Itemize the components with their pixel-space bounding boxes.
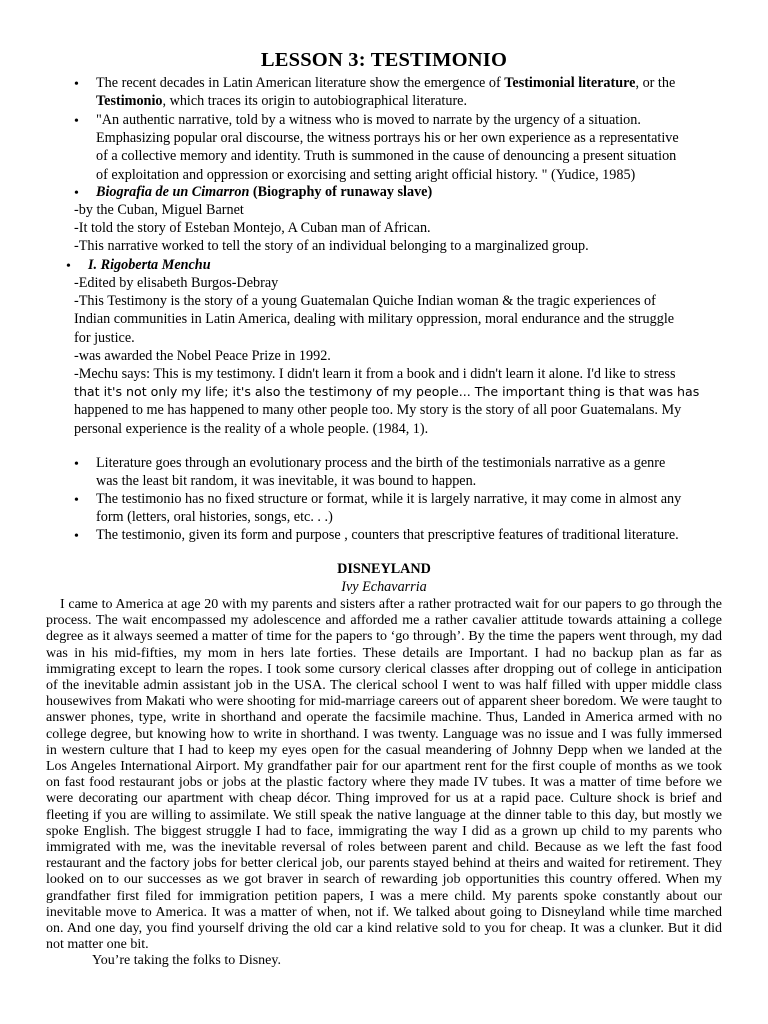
quote-line: Emphasizing popular oral discourse, the witness portrays his or her own experience as a representative (96, 130, 679, 147)
quote-line: of exploitation and oppression or exorcising and setting aright official history. " (Yudice, 1985) (96, 166, 636, 183)
bullet-marker: • (74, 457, 79, 472)
detail-line: -Edited by elisabeth Burgos-Debray (74, 275, 279, 291)
term-testimonio: Testimonio (96, 93, 163, 110)
quote-line: of a collective memory and identity. Truth is summoned in the cause of denouncing a present situation (96, 148, 677, 165)
bullet-marker: • (74, 493, 79, 508)
story-paragraph: I came to America at age 20 with my parents and sisters after a rather protracted wait for our papers to go through the process. The wait encompassed my adolescence and afforded me a rather cavalier attitude towards attaining a college degree as it always seemed a matter of time for the papers to ‘go through’. By the time the papers went through, my dad was in his mid-fifties, my mom in hers late forties. These details are Important. I had no backup plan as far as immigrating except to learn the ropes. I took some cursory clerical classes after dropping out of college in anticipation of the inevitable admin assistant job in the USA. The clerical school I went to was half filled with upper middle class housewives from Makati who were shooting for mid-marriage careers out of apparent sheer boredom. We were taught to answer phones, type, write in shorthand and operate the facsimile machine. Thus, Landed in America armed with no college degree, but knowing how to write in shorthand. I was twenty. Language was no issue and I was fully immersed in western culture that I had to keep my eyes open for the casual meandering of Johnny Depp when we landed at the Los Angeles International Airport. My grandfather pair for our apartment rent for the first couple of months as we took on fast food restaurant jobs or jobs at the plastic factory where they made IV tubes. It was a matter of time before we were decorating our apartment with cheap décor. Thing improved for us at a rapid pace. Culture shock is brief and fleeting if you are willing to assimilate. We still speak the native language at the dinner table to this day, but mostly we spoke English. The biggest struggle I had to face, immigrating the way I did as a grown up child to my parents who immigrated with me, was the inevitable reversal of roles between parent and child. Because as we left the fast food restaurant and the factory jobs for better clerical job, our parents stayed behind at theirs and waited for retirement. They looked on to our successes as we got braver in search of rewarding job opportunities this country offered. When my grandfather first filed for immigration petition papers, I was a mere child. My parents spoke constantly about our inevitable move to America. It was a matter of when, not if. We talked about going to Disneyland while time marched on. And one day, you find yourself driving the old car a kind relative sold to you for cheap. It was a clunker. But it did not matter one bit. (46, 597, 722, 953)
bullet-evolution (96, 454, 720, 490)
bullet-marker: • (74, 114, 79, 129)
story-body (46, 597, 722, 970)
text-line: was the least bit random, it was inevitable, it was bound to happen. (96, 473, 477, 490)
detail-line: happened to me has happened to many other people too. My story is the story of all poor Guatemalans. My (74, 402, 682, 419)
rigoberta-details (74, 274, 718, 438)
detail-line: that it's not only my life; it's also the testimony of my people... The important thing is that was has (74, 384, 700, 400)
bullet-rigoberta-heading (88, 256, 712, 274)
text: , which traces its origin to autobiographical literature. (162, 93, 468, 110)
bullet-form-purpose (96, 526, 720, 544)
work-title: Biografia de un Cimarron (96, 184, 250, 200)
detail-line: -by the Cuban, Miguel Barnet (74, 202, 244, 218)
text: The recent decades in Latin American literature show the emergence of (96, 75, 505, 91)
bullet-structure (96, 490, 720, 526)
text-line: The testimonio has no fixed structure or format, while it is largely narrative, it may come in almost any (96, 491, 682, 507)
detail-line: for justice. (74, 329, 135, 346)
detail-line: -was awarded the Nobel Peace Prize in 1992. (74, 347, 331, 364)
detail-line: personal experience is the reality of a whole people. (1984, 1). (74, 420, 429, 437)
term-testimonial-literature: Testimonial literature (504, 75, 636, 91)
bullet-marker: • (74, 186, 79, 201)
lesson-title: LESSON 3: TESTIMONIO (260, 49, 508, 71)
biografia-details (74, 201, 718, 256)
quote-line: "An authentic narrative, told by a witness who is moved to narrate by the urgency of a situation. (96, 112, 641, 128)
detail-line: -It told the story of Esteban Montejo, A Cuban man of African. (74, 220, 431, 237)
story-heading: DISNEYLAND (337, 561, 431, 577)
bullet-quote-yudice (96, 111, 720, 184)
detail-line: -This Testimony is the story of a young Guatemalan Quiche Indian woman & the tragic experiences of (74, 293, 656, 310)
work-title: I. Rigoberta Menchu (88, 257, 211, 273)
story-author: Ivy Echavarria (341, 579, 427, 595)
detail-line: -Mechu says: This is my testimony. I didn't learn it from a book and i didn't learn it alone. I'd like to stress (74, 366, 676, 383)
bullet-biografia-heading (96, 183, 720, 201)
bullet-marker: • (74, 529, 79, 544)
bullet-marker: • (66, 259, 71, 274)
work-subtitle: (Biography of runaway slave) (249, 184, 433, 200)
text: , or the (635, 75, 676, 91)
detail-line: -This narrative worked to tell the story of an individual belonging to a marginalized group. (74, 238, 589, 255)
bullet-marker: • (74, 77, 79, 92)
story-closing-line: You’re taking the folks to Disney. (92, 953, 281, 969)
detail-line: Indian communities in Latin America, dealing with military oppression, moral endurance and the struggle (74, 311, 675, 328)
bullet-emergence (96, 74, 720, 110)
text-line: Literature goes through an evolutionary process and the birth of the testimonials narrative as a genre (96, 455, 666, 471)
text-line: form (letters, oral histories, songs, etc. . .) (96, 509, 333, 526)
text-line: The testimonio, given its form and purpose , counters that prescriptive features of traditional literature. (96, 527, 679, 543)
